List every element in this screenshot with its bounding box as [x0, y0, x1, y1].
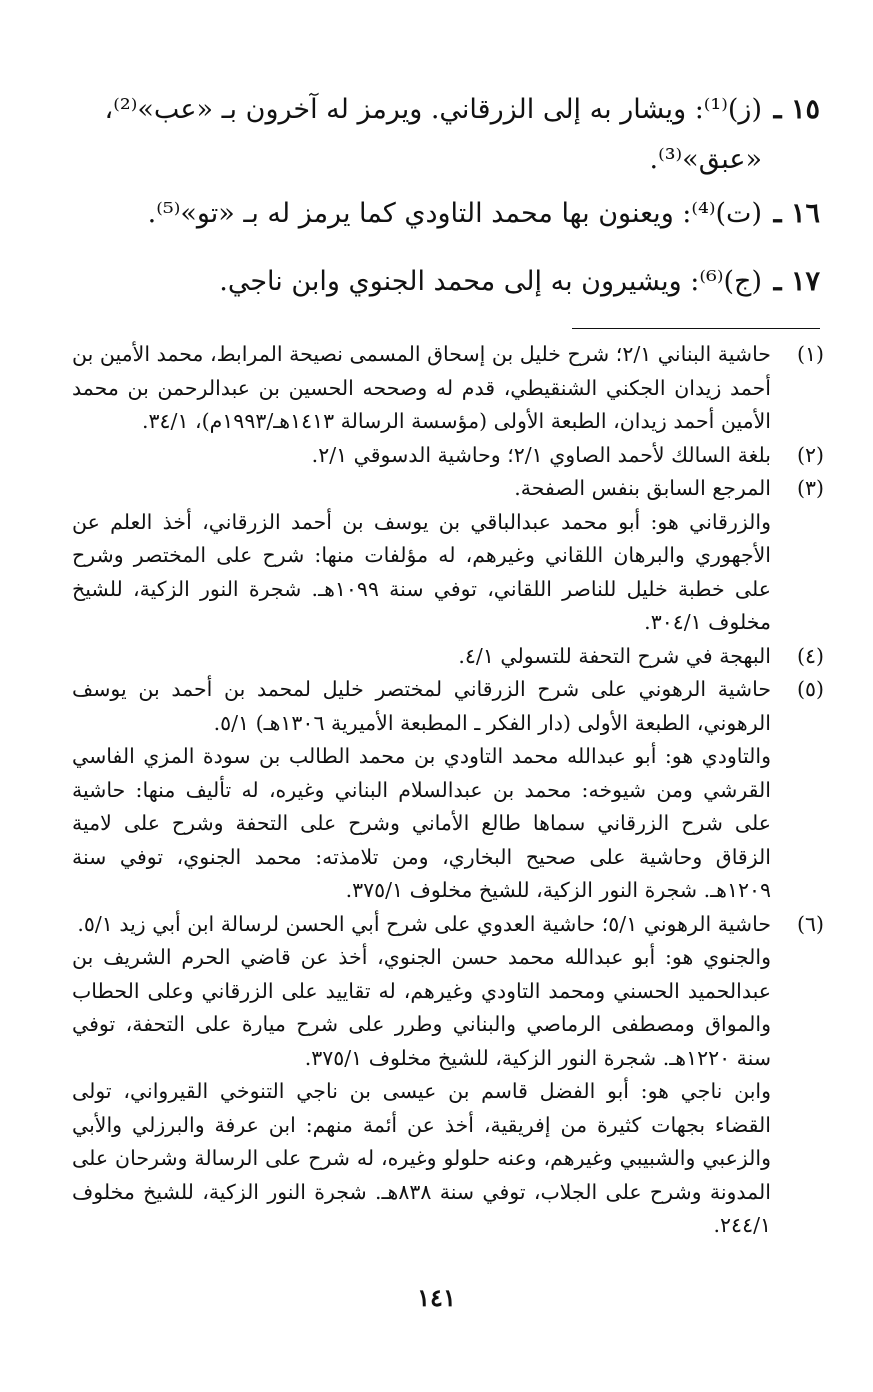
footnote-text: والجنوي هو: أبو عبدالله محمد حسن الجنوي، أخذ عن قاضي الحرم الشريف بن عبدالحميد الحسني ومحمد التاودي وغيرهم، له تقاييد على الزرقاني وعلى الحطاب والمواق ومصطفى الرماصي والبناني وطرر على شرح ميارة على التحفة، توفي سنة ١٢٢٠هـ. شجرة النور الزكية، للشيخ مخلوف ٣٧٥/١.	[72, 945, 771, 1070]
footnote-2	[72, 439, 824, 473]
entry-text-continuation: «عبق»⁽³⁾.	[649, 144, 762, 175]
footnote-number: (٦)	[796, 911, 824, 936]
footnote-text: المرجع السابق بنفس الصفحة.	[514, 476, 771, 500]
entry-number: ١٦ ـ	[773, 198, 820, 229]
footnote-number: (٢)	[796, 442, 824, 467]
footnote-text: وابن ناجي هو: أبو الفضل قاسم بن عيسى بن ناجي التنوخي القيرواني، تولى القضاء بجهات كثيرة من إفريقية، أخذ عن أئمة منهم: ابن عرفة والبرزلي والأبي والزعبي والشبيبي وغيرهم، وعنه حلولو وغيره، له شرح على الرسالة وشرحان على المدونة وشرح على الجلاب، توفي سنة ٨٣٨هـ. شجرة النور الزكية، للشيخ مخلوف ٢٤٤/١.	[72, 1079, 771, 1237]
entry-17	[60, 257, 820, 307]
footnotes	[72, 338, 824, 1243]
footnote-text: البهجة في شرح التحفة للتسولي ٤/١.	[458, 643, 771, 668]
footnote-text: بلغة السالك لأحمد الصاوي ٢/١؛ وحاشية الدسوقي ٢/١.	[311, 442, 771, 467]
entry-16	[60, 189, 820, 239]
footnote-number: (٤)	[796, 643, 824, 668]
entry-text: (ز)⁽¹⁾: ويشار به إلى الزرقاني. ويرمز له آخرون بـ «عب»⁽²⁾،	[104, 94, 762, 125]
footnote-number: (٥)	[796, 677, 824, 701]
footnote-text: حاشية الرهوني على شرح الزرقاني لمختصر خليل لمحمد بن أحمد بن يوسف الرهوني، الطبعة الأولى (دار الفكر ـ المطبعة الأميرية ١٣٠٦هـ) ٥/١.	[72, 677, 771, 735]
entry-text: (ج)⁽⁶⁾: ويشيرون به إلى محمد الجنوي وابن ناجي.	[219, 266, 762, 297]
entry-text: (ت)⁽⁴⁾: ويعنون بها محمد التاودي كما يرمز له بـ «تو»⁽⁵⁾.	[147, 198, 762, 229]
footnote-text: حاشية البناني ٢/١؛ شرح خليل بن إسحاق المسمى نصيحة المرابط، محمد الأمين بن أحمد زيدان الجكني الشنقيطي، قدم له وصححه الحسين بن عبدالرحمن بن محمد الأمين أحمد زيدان، الطبعة الأولى (مؤسسة الرسالة ١٤١٣هـ/١٩٩٣م)، ٣٤/١.	[72, 342, 771, 433]
entry-number: ١٧ ـ	[773, 266, 820, 297]
footnote-6	[72, 908, 824, 1243]
footnote-3	[72, 472, 824, 640]
footnote-5	[72, 673, 824, 908]
entry-number: ١٥ ـ	[773, 94, 820, 125]
main-text	[60, 85, 820, 307]
footnote-text: حاشية الرهوني ٥/١؛ حاشية العدوي على شرح أبي الحسن لرسالة ابن أبي زيد ٥/١.	[77, 911, 771, 936]
footnote-text: والتاودي هو: أبو عبدالله محمد التاودي بن محمد الطالب بن سودة المزي الفاسي القرشي ومن شيوخه: محمد بن عبدالسلام البناني وغيره، له تأليف منها: حاشية على شرح الزرقاني سماها طالع الأماني وشرح على التحفة وشرح على لامية الزقاق وحاشية على صحيح البخاري، ومن تلامذته: محمد الجنوي، توفي سنة ١٢٠٩هـ. شجرة النور الزكية، للشيخ مخلوف ٣٧٥/١.	[72, 744, 771, 902]
entry-15	[60, 85, 820, 185]
footnote-1	[72, 338, 824, 439]
footnote-4	[72, 640, 824, 674]
footnote-number: (٣)	[796, 476, 824, 500]
footnote-text: والزرقاني هو: أبو محمد عبدالباقي بن يوسف بن أحمد الزرقاني، أخذ العلم عن الأجهوري والبرهان اللقاني وغيرهم، له مؤلفات منها: شرح على المختصر وشرح على خطبة خليل للناصر اللقاني، توفي سنة ١٠٩٩هـ. شجرة النور الزكية، للشيخ مخلوف ٣٠٤/١.	[72, 509, 772, 634]
footnote-number: (١)	[796, 342, 824, 366]
page-number: ١٤١	[417, 1283, 456, 1312]
footnote-separator	[572, 328, 820, 329]
